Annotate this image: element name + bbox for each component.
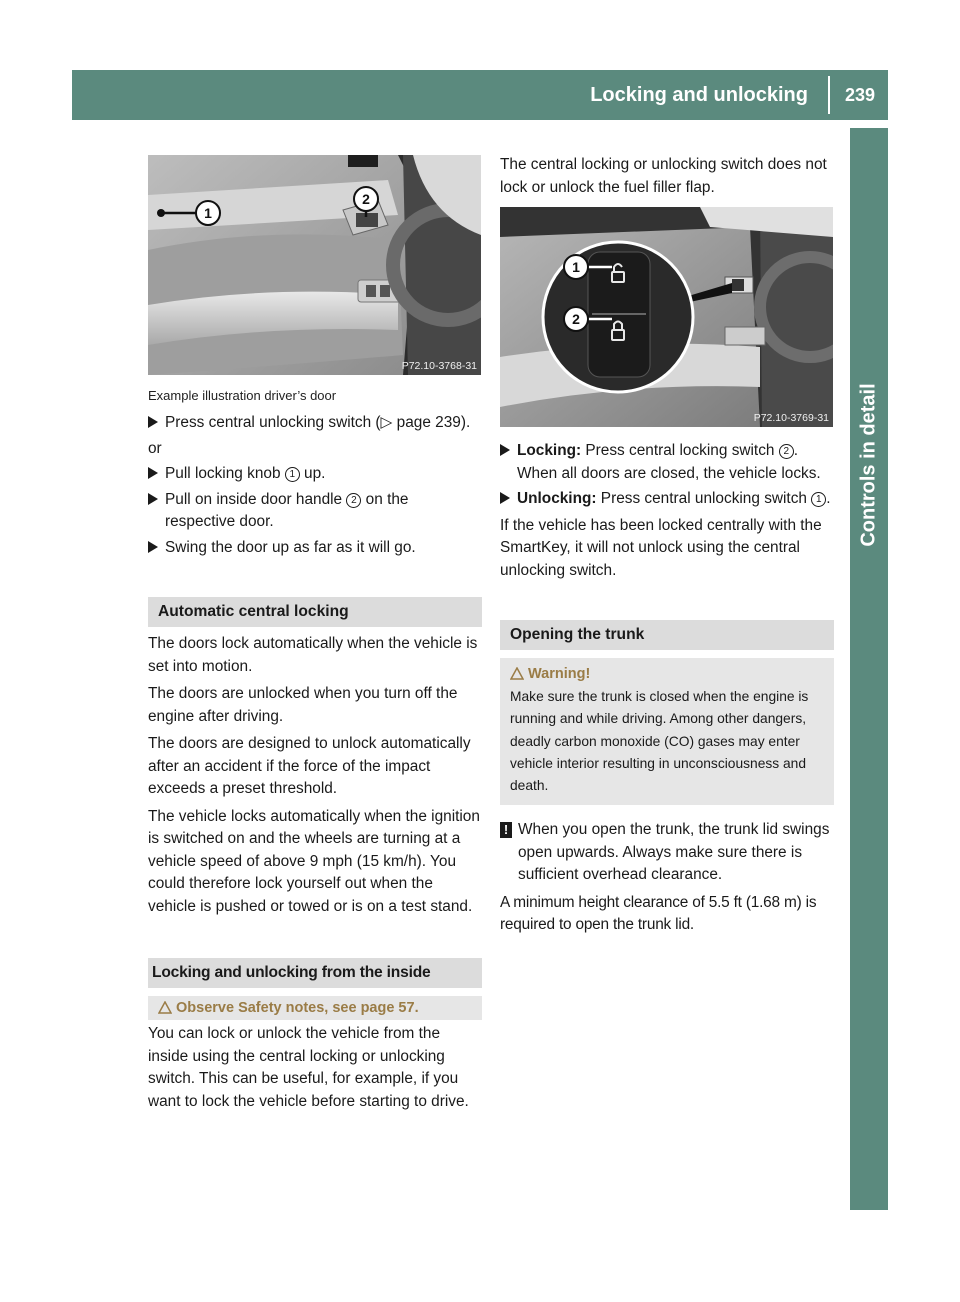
right-column-top	[500, 154, 834, 199]
warning-title: Warning!	[528, 666, 591, 682]
list-item: Swing the door up as far as it will go.	[148, 537, 482, 560]
section-heading-automatic: Automatic central locking	[148, 597, 482, 627]
arrow-icon	[500, 492, 510, 504]
arrow-icon	[148, 416, 158, 428]
notice-text: When you open the trunk, the trunk lid swings open upwards. Always make sure there is sufficient overhead clearance.	[518, 821, 830, 884]
side-tab	[850, 128, 888, 1210]
warning-text: Make sure the trunk is closed when the engine is running and while driving. Among other dangers, deadly carbon monoxide (CO) gases may enter vehicle interior resulting in unconsciousness and death.	[510, 689, 809, 794]
page-header	[72, 70, 888, 120]
header-divider	[828, 76, 830, 114]
paragraph: The central locking or unlocking switch does not lock or unlock the fuel filler flap.	[500, 156, 827, 196]
svg-text:2: 2	[362, 191, 370, 207]
safety-note-text: Observe Safety notes, see page 57.	[176, 1000, 419, 1016]
arrow-icon	[148, 493, 158, 505]
page-number: 239	[844, 85, 876, 105]
callout-2-icon: 2	[346, 493, 361, 508]
list-item: Pull on inside door handle 2 on the respective door.	[148, 489, 482, 534]
figure-code: P72.10-3768-31	[401, 360, 477, 372]
notice	[500, 819, 834, 887]
paragraph: You can lock or unlock the vehicle from the inside using the central locking or unlocking switch. This can be useful, for example, if you want to lock the vehicle before starting to drive.	[148, 1025, 469, 1110]
callout-2	[564, 307, 588, 331]
paragraph: The vehicle locks automatically when the ignition is switched on and the wheels are turning at a vehicle speed of above 9 mph (15 km/h). You could therefore lock yourself out when the vehicle is pushed or towed or is on a test stand.	[148, 807, 480, 915]
paragraph: The doors lock automatically when the vehicle is set into motion.	[148, 635, 478, 675]
paragraph: The doors are unlocked when you turn off the engine after driving.	[148, 685, 458, 725]
paragraph: If the vehicle has been locked centrally with the SmartKey, it will not unlock using the central unlocking switch.	[500, 516, 822, 579]
warning-box	[500, 658, 834, 805]
warning-triangle-icon	[158, 1001, 172, 1014]
side-tab-label-wrap	[851, 345, 887, 585]
list-item: Locking: Press central locking switch 2 . When all doors are closed, the vehicle locks.	[500, 440, 834, 485]
warning-triangle-icon	[510, 667, 524, 680]
arrow-icon	[500, 444, 510, 456]
callout-1	[196, 201, 220, 225]
arrow-icon	[148, 541, 158, 553]
arrow-icon	[148, 467, 158, 479]
callout-1-icon: 1	[285, 467, 300, 482]
list-item: Press central unlocking switch (▷ page 239).	[148, 412, 482, 435]
page-title: Locking and unlocking	[590, 84, 808, 106]
side-tab-label: Controls in detail	[857, 383, 880, 547]
door-illustration-svg	[148, 155, 481, 375]
or-text: or	[148, 439, 162, 457]
callout-2-icon: 2	[779, 444, 794, 459]
switch-illustration	[500, 207, 833, 427]
switch-illustration-svg	[500, 207, 833, 427]
section-heading-inside: Locking and unlocking from the inside	[148, 958, 482, 988]
section-heading-trunk: Opening the trunk	[500, 620, 834, 650]
right-column	[500, 440, 834, 937]
callout-1	[564, 255, 588, 279]
callout-2	[354, 187, 378, 211]
callout-1-icon: 1	[811, 492, 826, 507]
svg-text:1: 1	[204, 205, 212, 221]
door-illustration	[148, 155, 481, 375]
svg-text:2: 2	[572, 311, 580, 327]
svg-text:1: 1	[572, 259, 580, 275]
safety-note	[148, 996, 482, 1020]
paragraph: A minimum height clearance of 5.5 ft (1.68 m) is required to open the trunk lid.	[500, 893, 817, 934]
exclamation-icon: !	[500, 822, 512, 838]
figure-caption: Example illustration driver’s door	[148, 388, 337, 403]
list-item: Pull locking knob 1 up.	[148, 463, 482, 486]
left-column	[148, 412, 482, 1113]
figure-code: P72.10-3769-31	[753, 412, 829, 424]
paragraph: The doors are designed to unlock automatically after an accident if the force of the impact exceeds a preset threshold.	[148, 735, 471, 797]
list-item: Unlocking: Press central unlocking switch 1 .	[500, 488, 834, 511]
